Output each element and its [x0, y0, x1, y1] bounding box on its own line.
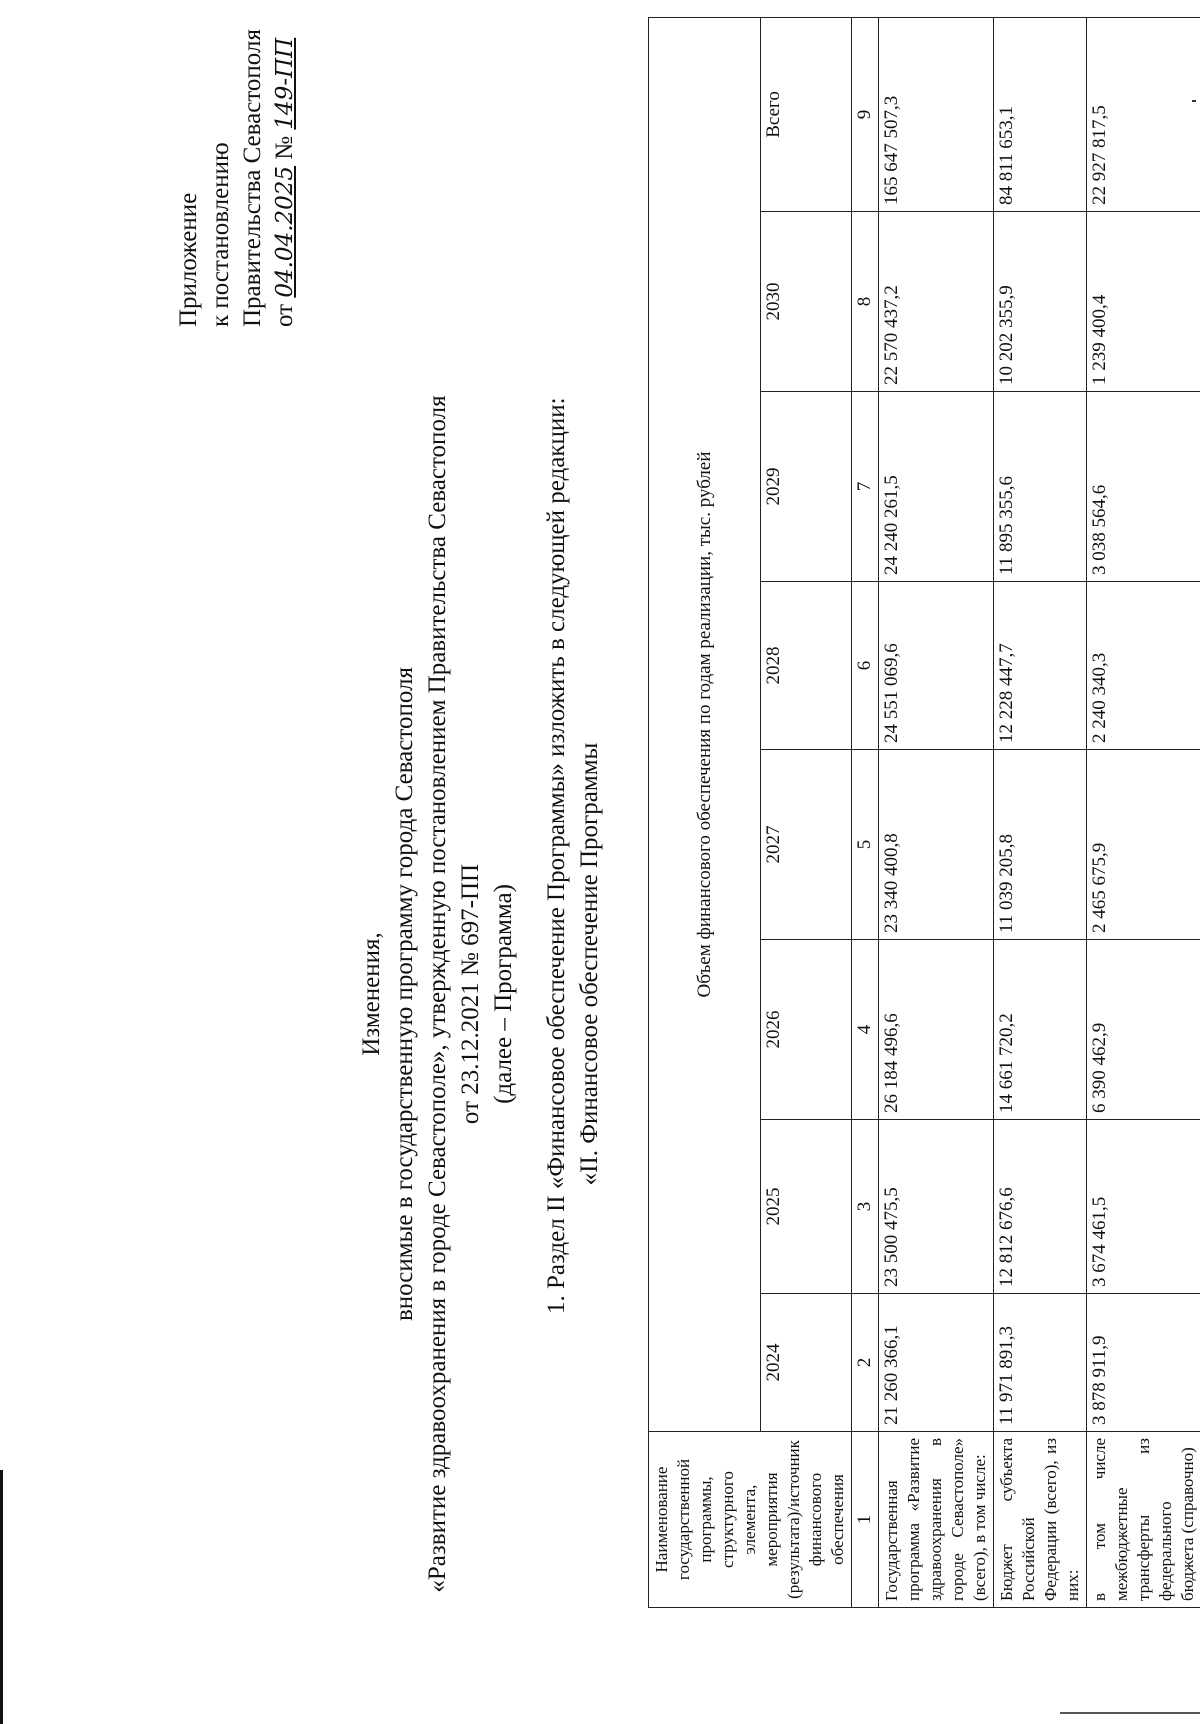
volume-header: Объем финансового обеспечения по годам реализации, тыс. рублей [649, 17, 761, 1431]
table-cell: 3 878 911,9 [1087, 1294, 1200, 1432]
section-subtitle: «II. Финансовое обеспечение Программы [576, 742, 603, 1186]
table-cell: 2 240 340,3 [1087, 582, 1200, 750]
year-header: 2029 [761, 392, 852, 582]
table-cell: 11 895 355,6 [994, 392, 1087, 582]
appendix-line-1: Приложение [175, 192, 202, 327]
appendix-line-3: Правительства Севастополя [239, 29, 266, 327]
column-number: 2 [852, 1294, 879, 1432]
year-header: 2024 [761, 1294, 852, 1432]
column-number: 8 [852, 212, 879, 392]
year-header: 2025 [761, 1120, 852, 1294]
table-cell: 22 927 817,5 [1087, 17, 1200, 211]
table-cell: 12 228 447,7 [994, 582, 1087, 750]
table-cell: 12 812 676,6 [994, 1120, 1087, 1294]
title-line-2: вносимые в государственную программу города Севастополя [391, 667, 418, 1321]
table-row [879, 17, 994, 1607]
table-cell: 11 039 205,8 [994, 750, 1087, 940]
appendix-line-2: к постановлению [207, 142, 234, 327]
table-row [994, 17, 1087, 1607]
column-number: 9 [852, 17, 879, 211]
table-cell: 24 240 261,5 [879, 392, 994, 582]
title-line-1: Изменения, [358, 932, 385, 1056]
table-cell: 24 551 069,6 [879, 582, 994, 750]
section-heading [540, 364, 606, 1564]
year-header: 2027 [761, 750, 852, 940]
row-name: Бюджет субъекта Российской Федерации (всего), из них: [994, 1432, 1087, 1608]
column-number-row [852, 17, 879, 1607]
appendix-date-line [269, 27, 301, 327]
table-cell: 23 340 400,8 [879, 750, 994, 940]
column-number: 1 [852, 1432, 879, 1608]
column-number: 6 [852, 582, 879, 750]
table-cell: 3 674 461,5 [1087, 1120, 1200, 1294]
table-cell: 6 390 462,9 [1087, 940, 1200, 1120]
year-header: 2028 [761, 582, 852, 750]
year-header: 2030 [761, 212, 852, 392]
total-header: Всего [761, 17, 852, 211]
table-cell: 165 647 507,3 [879, 17, 994, 211]
table-cell: 23 500 475,5 [879, 1120, 994, 1294]
handwritten-date: 04.04.2025 [272, 165, 298, 298]
table-cell: 2 465 675,9 [1087, 750, 1200, 940]
table-cell: 84 811 653,1 [994, 17, 1087, 211]
number-prefix: № [271, 135, 298, 160]
table-cell: 26 184 496,6 [879, 940, 994, 1120]
appendix-block [173, 27, 301, 327]
handwritten-number: 149-ПП [272, 37, 298, 130]
title-line-5: (далее – Программа) [490, 884, 517, 1104]
year-header: 2026 [761, 940, 852, 1120]
column-number: 3 [852, 1120, 879, 1294]
column-number: 7 [852, 392, 879, 582]
title-line-3: «Развитие здравоохранения в городе Севастополе», утвержденную постановлением Правительства Севастополя [424, 395, 451, 1593]
row-name: Государственная программа «Развитие здравоохранения в городе Севастополе» (всего), в том числе: [879, 1432, 994, 1608]
table-row [1087, 17, 1200, 1607]
name-column-header: Наименование государственной программы, структурного элемента, мероприятия (результата)/источник финансового обеспечения [649, 1432, 852, 1608]
table-cell: 21 260 366,1 [879, 1294, 994, 1432]
section-item: 1. Раздел II «Финансовое обеспечение Программы» изложить в следующей редакции: [543, 397, 570, 1314]
table-cell: 3 038 564,6 [1087, 392, 1200, 582]
financing-table [648, 17, 1200, 1608]
row-name: в том числе межбюджетные трансферты из федерального бюджета (справочно) [1087, 1432, 1200, 1608]
title-line-4: от 23.12.2021 № 697-ПП [457, 863, 484, 1125]
column-number: 4 [852, 940, 879, 1120]
table-cell: 11 971 891,3 [994, 1294, 1087, 1432]
table-cell: 10 202 355,9 [994, 212, 1087, 392]
table-cell: 1 239 400,4 [1087, 212, 1200, 392]
table-cell: 14 661 720,2 [994, 940, 1087, 1120]
document-title [355, 394, 520, 1594]
column-number: 5 [852, 750, 879, 940]
date-prefix: от [271, 303, 298, 327]
table-cell: 22 570 437,2 [879, 212, 994, 392]
